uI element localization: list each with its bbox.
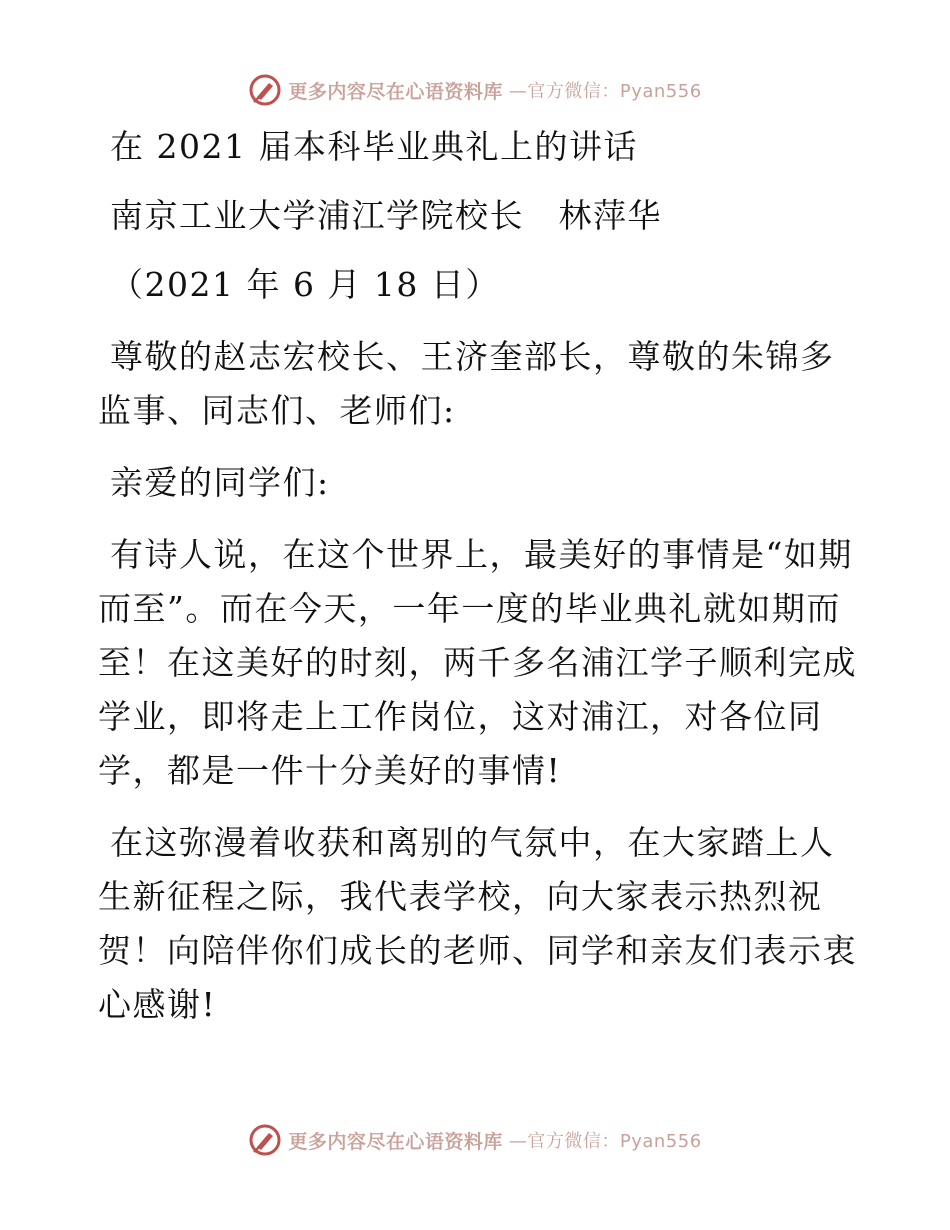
speech-date: （2021 年 6 月 18 日）: [110, 265, 500, 304]
pen-logo-icon: [248, 73, 282, 107]
watermark-brand-text: 更多内容尽在心语资料库: [288, 80, 503, 103]
speaker-line: 南京工业大学浦江学院校长 林萍华: [110, 196, 662, 235]
watermark-contact-text: —官方微信：Pyan556: [508, 81, 702, 102]
salutation-officials: 尊敬的赵志宏校长、王济奎部长，尊敬的朱锦多监事、同志们、老师们:: [98, 337, 835, 430]
paragraph-1: 有诗人说，在这个世界上，最美好的事情是“如期而至”。而在今天，一年一度的毕业典礼就如期而至！在这美好的时刻，两千多名浦江学子顺利完成学业，即将走上工作岗位，这对浦江，对各位同学，都是一件十分美好的事情!: [98, 535, 857, 790]
paragraph-2: 在这弥漫着收获和离别的气氛中，在大家踏上人生新征程之际，我代表学校，向大家表示热烈祝贺！向陪伴你们成长的老师、同学和亲友们表示衷心感谢!: [98, 823, 857, 1024]
watermark-contact-text: —官方微信：Pyan556: [508, 1131, 702, 1152]
salutation-students: 亲爱的同学们:: [110, 463, 330, 502]
watermark-brand-text: 更多内容尽在心语资料库: [288, 1130, 503, 1153]
header-watermark: [0, 70, 950, 110]
footer-watermark: [0, 1120, 950, 1160]
speech-title: 在 2021 届本科毕业典礼上的讲话: [110, 127, 638, 166]
document-body: [98, 120, 858, 1032]
pen-logo-icon: [248, 1123, 282, 1157]
